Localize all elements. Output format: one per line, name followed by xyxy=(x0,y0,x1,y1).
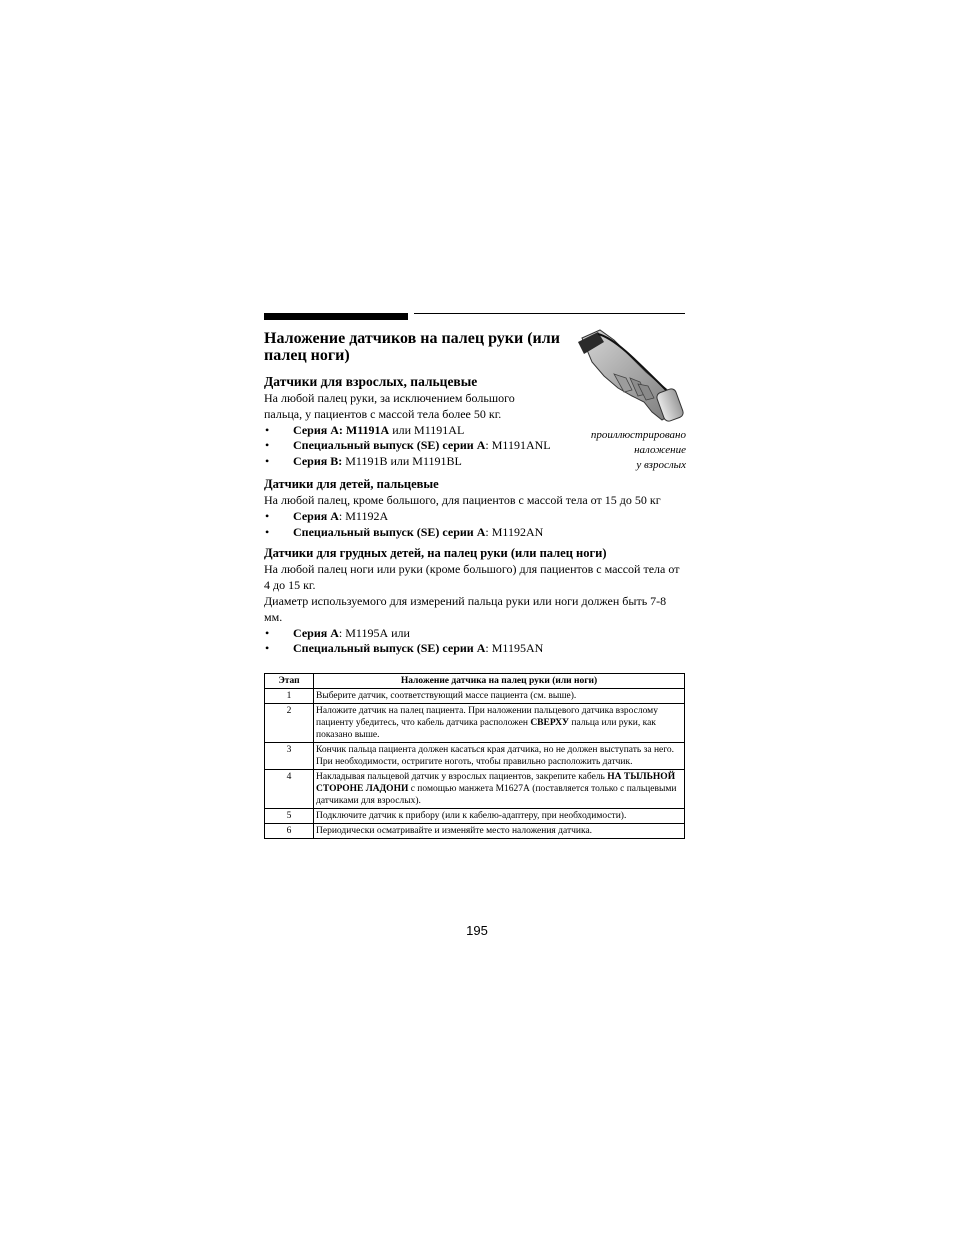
list-item: • Серия А: М1191А или М1191AL xyxy=(265,422,465,437)
step-number: 1 xyxy=(265,689,314,704)
step-text: Кончик пальца пациента должен касаться края датчика, но не должен выступать за него. При необходимости, остригите ноготь, чтобы правильно расположить датчик. xyxy=(314,743,685,770)
step-number: 5 xyxy=(265,809,314,824)
caption-line-3: у взрослых xyxy=(636,459,686,471)
step-number: 6 xyxy=(265,824,314,839)
bullet-icon: • xyxy=(265,508,270,523)
list-item: • Серия В: М1191В или М1191BL xyxy=(265,454,462,469)
caption-line-2: наложение xyxy=(634,444,686,456)
step-text: Периодически осматривайте и изменяйте место наложения датчика. xyxy=(314,824,685,839)
page-title: Наложение датчиков на палец руки (или палец ноги) xyxy=(264,330,560,364)
adult-sensor-list xyxy=(264,423,686,470)
table-row xyxy=(265,770,685,809)
list-item: • Серия А: М1192А xyxy=(265,508,389,523)
step-number: 4 xyxy=(265,770,314,809)
list-item: • Серия А: М1195А или xyxy=(265,625,410,640)
list-item: • Специальный выпуск (SE) серии А: М1195AN xyxy=(265,641,544,656)
child-sensor-list xyxy=(264,509,686,541)
column-header-action: Наложение датчика на палец руки (или ноги) xyxy=(314,674,685,689)
bullet-icon: • xyxy=(265,641,270,656)
table-row xyxy=(265,704,685,743)
caption-line-1: проиллюстрировано xyxy=(590,429,686,441)
steps-table xyxy=(264,673,685,839)
step-text: Наложите датчик на палец пациента. При наложении пальцевого датчика взрослому пациенту убедитесь, что кабель датчика расположен СВЕРХУ пальца или руки, как показано выше. xyxy=(314,704,685,743)
table-row xyxy=(265,824,685,839)
step-number: 3 xyxy=(265,743,314,770)
bullet-icon: • xyxy=(265,454,270,469)
list-item: • Специальный выпуск (SE) серии А: М1191ANL xyxy=(265,438,551,453)
header-rule-thick xyxy=(264,313,408,320)
main-content xyxy=(264,330,686,657)
step-text: Подключите датчик к прибору (или к кабелю-адаптеру, при необходимости). xyxy=(314,809,685,824)
step-text: Выберите датчик, соответствующий массе пациента (см. выше). xyxy=(314,689,685,704)
table-header-row xyxy=(265,674,685,689)
section-text-adult: На любой палец руки, за исключением большого пальца, у пациентов с массой тела более 50 кг. xyxy=(264,391,515,421)
section-title-child: Датчики для детей, пальцевые xyxy=(264,476,439,491)
step-number: 2 xyxy=(265,704,314,743)
table-row xyxy=(265,809,685,824)
infant-sensor-list xyxy=(264,626,686,658)
table-row xyxy=(265,689,685,704)
bullet-icon: • xyxy=(265,422,270,437)
section-text-infant-1: На любой палец ноги или руки (кроме большого) для пациентов с массой тела от 4 до 15 кг. xyxy=(264,562,680,593)
section-text-child: На любой палец, кроме большого, для пациентов с массой тела от 15 до 50 кг xyxy=(264,492,661,507)
section-text-infant-2: Диаметр используемого для измерений пальца руки или ноги должен быть 7-8 мм. xyxy=(264,593,667,624)
page-number: 195 xyxy=(466,923,488,938)
header-rule-thin xyxy=(414,313,685,314)
section-title-infant: Датчики для грудных детей, на палец руки (или палец ноги) xyxy=(264,546,607,561)
section-title-adult: Датчики для взрослых, пальцевые xyxy=(264,374,478,389)
bullet-icon: • xyxy=(265,524,270,539)
bullet-icon: • xyxy=(265,438,270,453)
step-text: Накладывая пальцевой датчик у взрослых пациентов, закрепите кабель НА ТЫЛЬНОЙ СТОРОНЕ ЛАДОНИ с помощью манжета М1627А (поставляется только с пальцевыми датчиками для взрослых). xyxy=(314,770,685,809)
column-header-step: Этап xyxy=(265,674,314,689)
list-item: • Специальный выпуск (SE) серии А: М1192AN xyxy=(265,524,544,539)
table-row xyxy=(265,743,685,770)
bullet-icon: • xyxy=(265,625,270,640)
